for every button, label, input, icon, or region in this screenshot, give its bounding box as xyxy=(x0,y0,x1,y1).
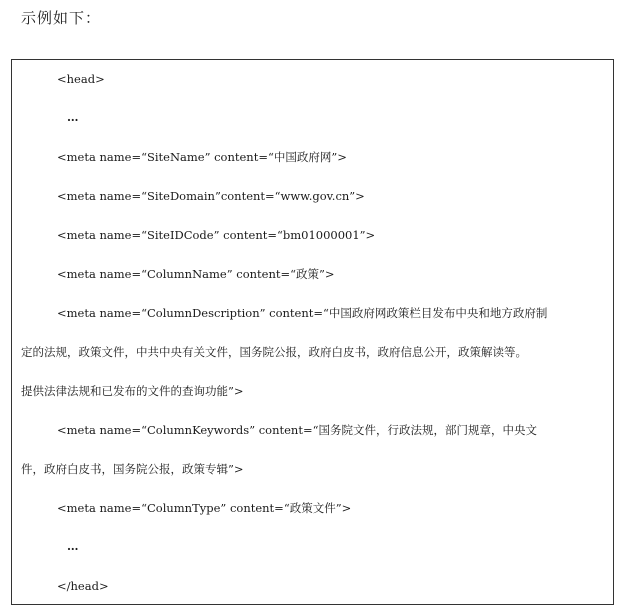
code-line-site-id: <meta name=“SiteIDCode” content=“bm01000001”> xyxy=(57,228,376,242)
code-line-site-name: <meta name=“SiteName” content=“中国政府网”> xyxy=(57,150,347,164)
code-line-column-keywords: <meta name=“ColumnKeywords” content=“国务院文件，行政法规，部门规章，中央文 xyxy=(57,423,537,437)
code-line-column-type: <meta name=“ColumnType” content=“政策文件”> xyxy=(57,501,352,515)
code-line-ellipsis: … xyxy=(67,110,80,124)
code-line-ellipsis: … xyxy=(67,539,80,553)
code-example-box xyxy=(11,59,614,605)
code-line-head-close: </head> xyxy=(57,579,109,593)
code-line-site-domain: <meta name=“SiteDomain”content=“www.gov.cn”> xyxy=(57,189,365,203)
intro-text: 示例如下： xyxy=(21,9,102,27)
code-line-head-open: <head> xyxy=(57,72,105,86)
code-line-column-description-cont: 定的法规，政策文件，中共中央有关文件，国务院公报，政府白皮书，政府信息公开，政策解读等。 xyxy=(21,345,527,359)
code-line-column-keywords-cont: 件，政府白皮书，国务院公报，政策专辑”> xyxy=(21,462,244,476)
code-line-column-description: <meta name=“ColumnDescription” content=“中国政府网政策栏目发布中央和地方政府制 xyxy=(57,306,548,320)
code-line-column-description-end: 提供法律法规和已发布的文件的查询功能”> xyxy=(21,384,244,398)
code-line-column-name: <meta name=“ColumnName” content=“政策”> xyxy=(57,267,335,281)
